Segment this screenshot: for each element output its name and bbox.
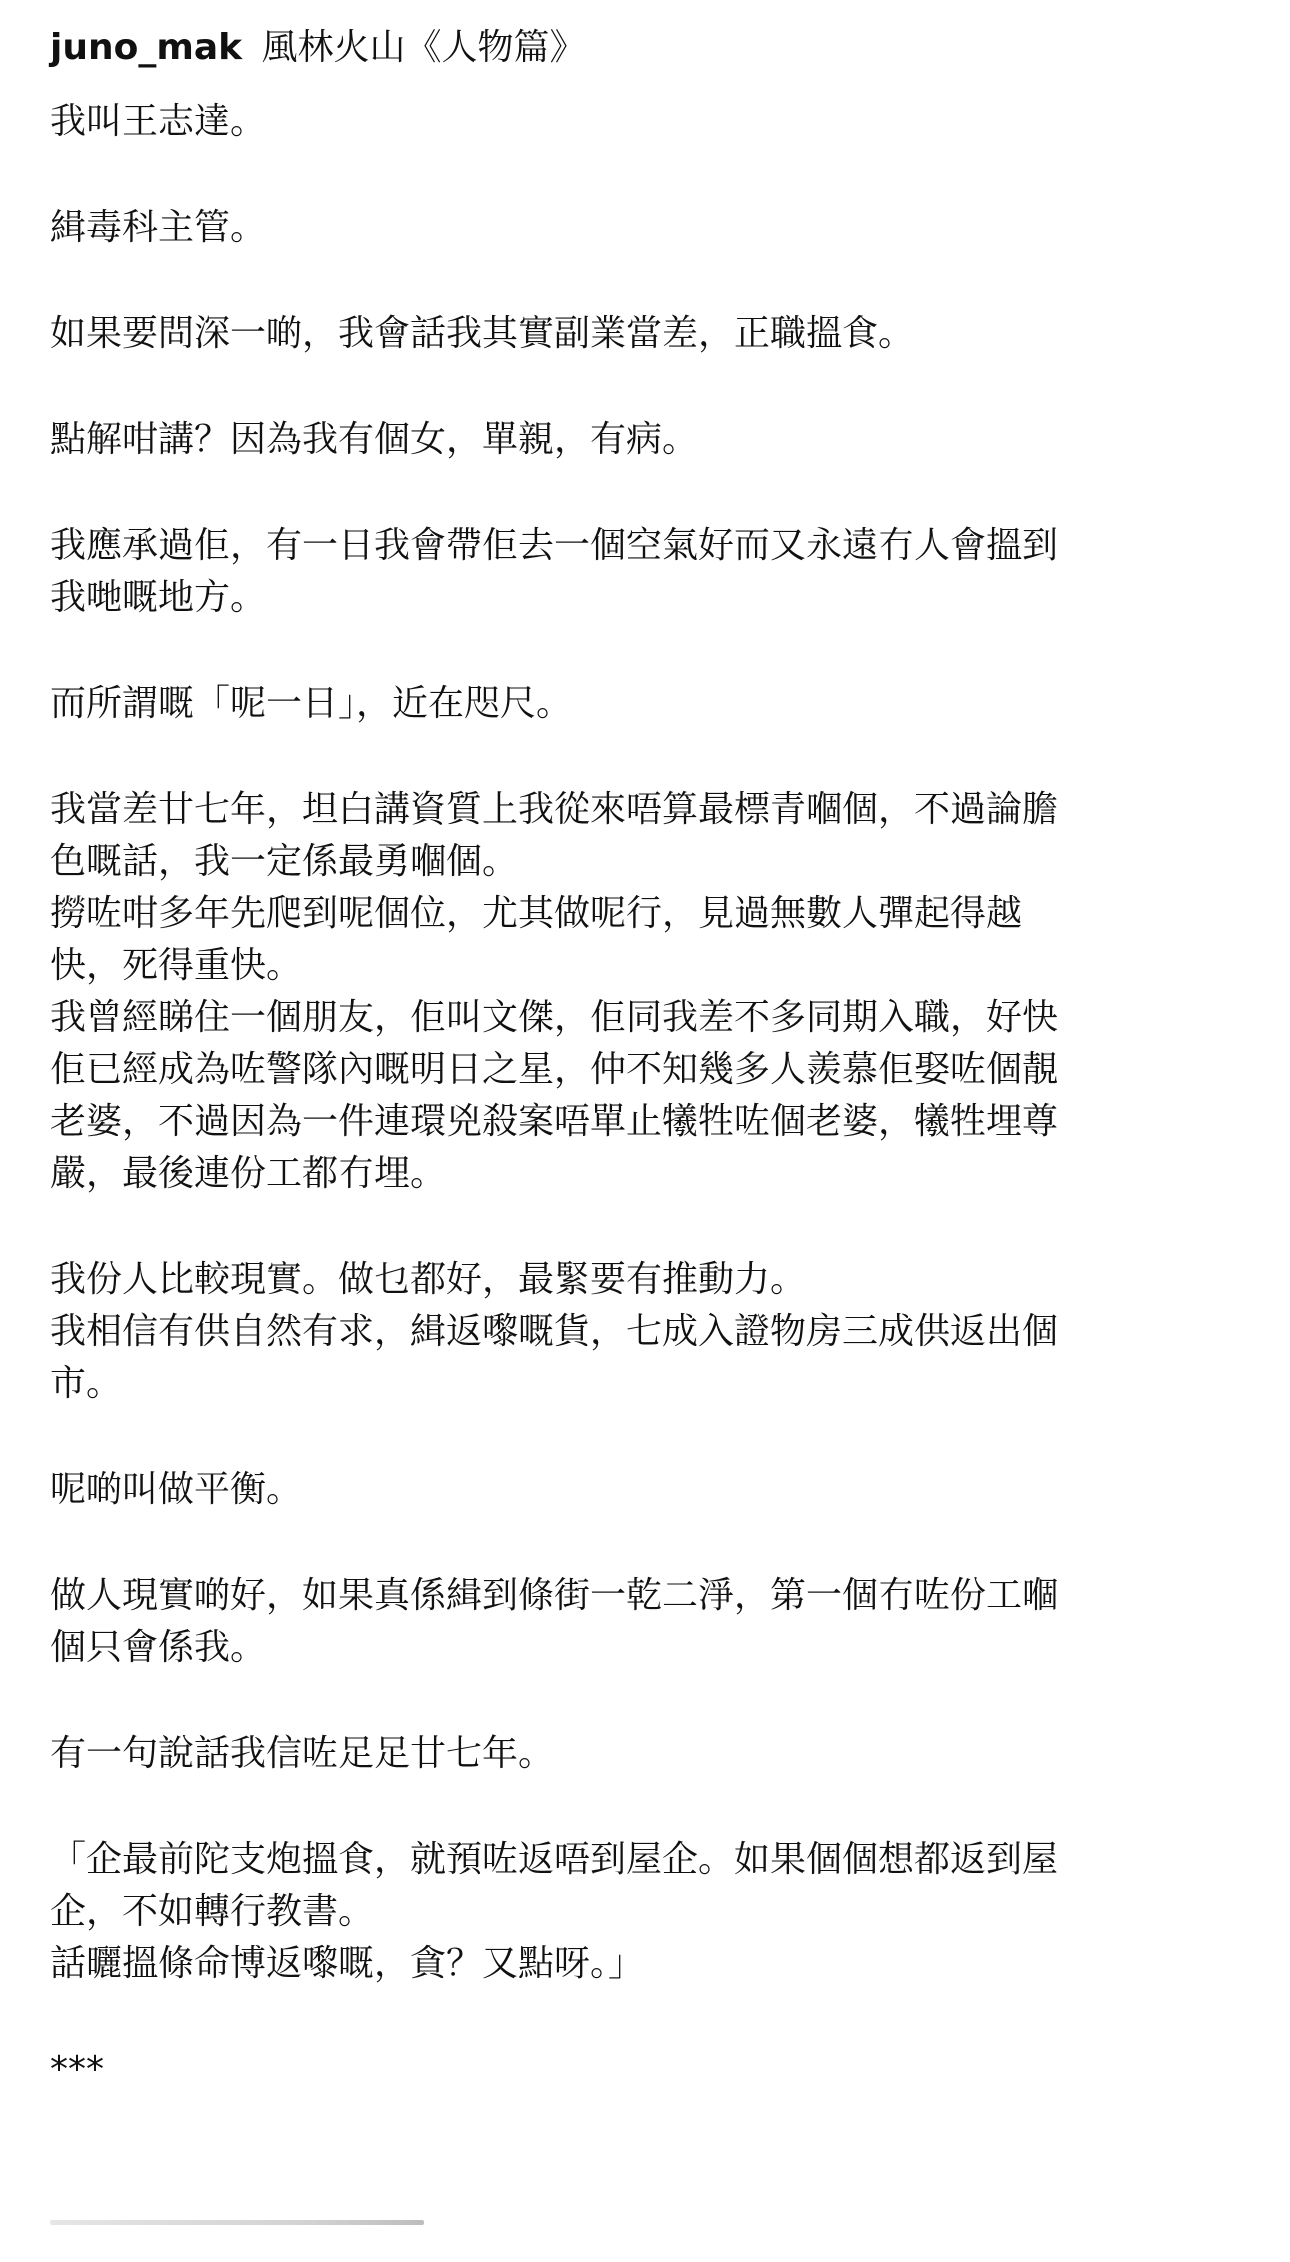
paragraph bbox=[50, 1570, 1230, 1674]
paragraph bbox=[50, 784, 1230, 1200]
text-line: 話曬搵條命博返嚟嘅，貪？又點呀。」 bbox=[50, 1943, 645, 1984]
text-line: 做人現實啲好，如果真係緝到條街一乾二淨，第一個冇咗份工嗰 bbox=[50, 1575, 1059, 1616]
text-line: 色嘅話，我一定係最勇嗰個。 bbox=[50, 841, 519, 882]
text-line: 快，死得重快。 bbox=[50, 945, 303, 986]
paragraph bbox=[50, 1254, 1230, 1410]
text-line: 我當差廿七年，坦白講資質上我從來唔算最標青嗰個，不過論膽 bbox=[50, 789, 1059, 830]
text-line: 點解咁講？因為我有個女，單親，有病。 bbox=[50, 419, 699, 460]
paragraph bbox=[50, 1464, 1230, 1516]
caption-header bbox=[50, 22, 1230, 74]
text-line: 有一句說話我信咗足足廿七年。 bbox=[50, 1733, 555, 1774]
paragraph bbox=[50, 678, 1230, 730]
text-line: 老婆，不過因為一件連環兇殺案唔單止犧牲咗個老婆，犧牲埋尊 bbox=[50, 1101, 1059, 1142]
paragraph bbox=[50, 202, 1230, 254]
text-line: 我相信有供自然有求，緝返嚟嘅貨，七成入證物房三成供返出個 bbox=[50, 1311, 1059, 1352]
text-line: 嚴，最後連份工都冇埋。 bbox=[50, 1153, 447, 1194]
text-line: 「企最前陀支炮搵食，就預咗返唔到屋企。如果個個想都返到屋 bbox=[50, 1839, 1059, 1880]
paragraph bbox=[50, 414, 1230, 466]
paragraph bbox=[50, 1834, 1230, 1990]
post-title: 風林火山《人物篇》 bbox=[261, 27, 586, 68]
post-caption bbox=[50, 0, 1230, 2096]
paragraph bbox=[50, 308, 1230, 360]
text-line: 如果要問深一啲，我會話我其實副業當差，正職搵食。 bbox=[50, 313, 915, 354]
text-line: 我曾經睇住一個朋友，佢叫文傑，佢同我差不多同期入職，好快 bbox=[50, 997, 1059, 1038]
bottom-scroll-indicator bbox=[50, 2220, 424, 2225]
text-line: 佢已經成為咗警隊內嘅明日之星，仲不知幾多人羨慕佢娶咗個靚 bbox=[50, 1049, 1059, 1090]
text-line: 緝毒科主管。 bbox=[50, 207, 267, 248]
paragraph bbox=[50, 96, 1230, 148]
text-line: *** bbox=[50, 2049, 104, 2090]
username-link[interactable]: juno_mak bbox=[50, 27, 243, 68]
text-line: 我叫王志達。 bbox=[50, 101, 267, 142]
text-line: 個只會係我。 bbox=[50, 1627, 267, 1668]
paragraph bbox=[50, 1728, 1230, 1780]
paragraph bbox=[50, 2044, 1230, 2096]
text-line: 撈咗咁多年先爬到呢個位，尤其做呢行，見過無數人彈起得越 bbox=[50, 893, 1023, 934]
paragraph bbox=[50, 520, 1230, 624]
text-line: 而所謂嘅「呢一日」，近在咫尺。 bbox=[50, 683, 573, 724]
text-line: 企，不如轉行教書。 bbox=[50, 1891, 375, 1932]
text-line: 呢啲叫做平衡。 bbox=[50, 1469, 303, 1510]
text-line: 我份人比較現實。做乜都好，最緊要有推動力。 bbox=[50, 1259, 807, 1300]
text-line: 我應承過佢，有一日我會帶佢去一個空氣好而又永遠冇人會搵到 bbox=[50, 525, 1059, 566]
text-line: 我哋嘅地方。 bbox=[50, 577, 267, 618]
text-line: 市。 bbox=[50, 1363, 123, 1404]
